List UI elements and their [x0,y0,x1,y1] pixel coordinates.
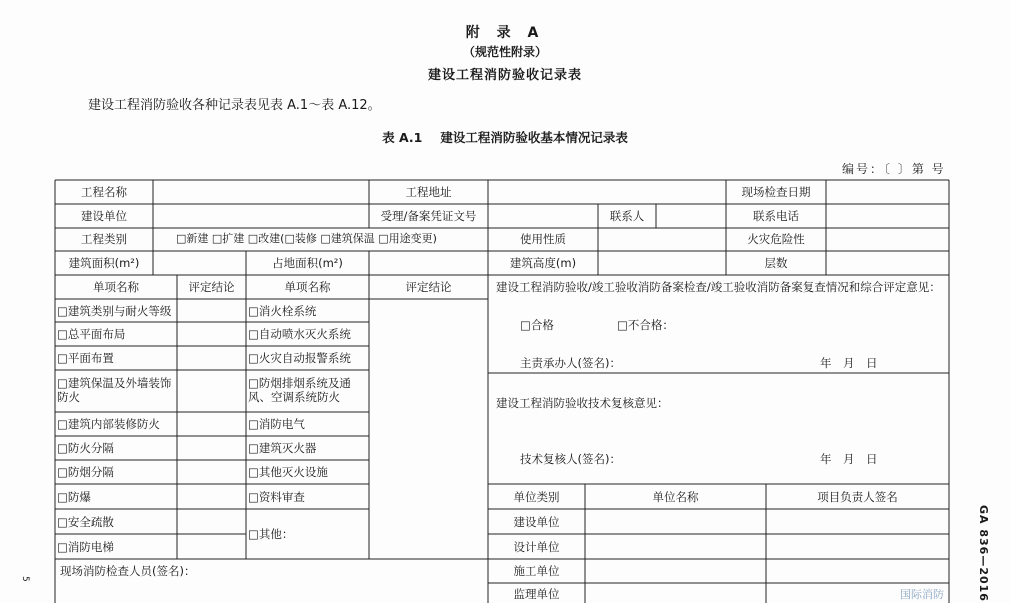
mid-item[interactable]: □资料审查 [248,490,305,504]
project-type-options[interactable]: □新建 □扩建 □改建(□装修 □建筑保温 □用途变更) [176,232,437,245]
left-item[interactable]: □平面布置 [57,351,114,365]
field-contact-phone[interactable] [826,205,948,227]
unit-row-label: 设计单位 [513,540,560,554]
field-building-height[interactable] [598,252,726,274]
mid-item[interactable]: □消防电气 [248,417,305,431]
left-item[interactable]: □消防电梯 [57,540,114,554]
field-construction-unit[interactable] [153,205,369,227]
units-header-category: 单位类别 [513,490,560,504]
header-conclusion-right: 评定结论 [405,280,452,294]
field-usage[interactable] [598,229,726,250]
label-building-height: 建筑高度(m) [509,256,577,270]
serial-number: 编号：〔 〕第 号 [842,162,946,176]
field-filing-doc-no[interactable] [488,205,598,227]
label-land-area: 占地面积(m²) [272,256,343,270]
undertaker-signature-label: 主责承办人(签名)： [520,356,621,370]
intro-text: 建设工程消防验收各种记录表见表 A.1～表 A.12。 [88,98,381,113]
field-building-area[interactable] [153,252,246,274]
field-inspection-date[interactable] [826,181,948,203]
label-project-address: 工程地址 [405,185,452,199]
appendix-title: 建设工程消防验收记录表 [427,68,582,83]
mid-item[interactable]: □其他灭火设施 [248,465,328,479]
unit-row-label: 监理单位 [513,587,560,601]
label-project-type: 工程类别 [81,232,127,246]
label-contact-person: 联系人 [609,209,645,223]
field-project-name[interactable] [153,181,369,203]
unit-row-label: 建设单位 [513,515,560,529]
left-item[interactable]: □建筑类别与耐火等级 [57,304,172,318]
left-item[interactable]: □防爆 [57,490,91,504]
inspectors-signature-label: 现场消防检查人员(签名)： [60,564,196,578]
label-project-name: 工程名称 [81,185,127,199]
label-filing-doc-no: 受理/备案凭证文号 [380,209,477,223]
mid-item[interactable]: □火灾自动报警系统 [248,351,351,365]
opinion-pass-checkbox[interactable]: □合格 [520,318,554,332]
left-item[interactable]: □防烟分隔 [57,465,114,479]
field-contact-person[interactable] [656,205,726,227]
units-header-name: 单位名称 [652,490,699,504]
reviewer-date: 年 月 日 [820,452,878,466]
table-number: 表 A.1 [382,130,423,145]
left-item[interactable]: □建筑内部装修防火 [57,417,160,431]
label-usage: 使用性质 [520,232,566,246]
appendix-note: （规范性附录） [462,45,547,59]
label-floors: 层数 [764,256,788,270]
mid-item[interactable]: □建筑灭火器 [248,441,317,455]
left-item[interactable]: □安全疏散 [57,515,114,529]
label-fire-risk: 火灾危险性 [747,232,805,246]
mid-item[interactable]: □防烟排烟系统及通风、空调系统防火 [248,376,351,404]
mid-item[interactable]: □自动喷水灭火系统 [248,327,351,341]
left-item[interactable]: □总平面布局 [57,327,126,341]
undertaker-date: 年 月 日 [820,356,878,370]
header-item-name-right: 单项名称 [284,280,331,294]
mid-item[interactable]: □消火栓系统 [248,304,317,318]
left-item[interactable]: □防火分隔 [57,441,114,455]
field-project-address[interactable] [488,181,726,203]
unit-row-label: 施工单位 [513,564,560,578]
opinion-heading: 建设工程消防验收/竣工验收消防备案检查/竣工验收消防备案复查情况和综合评定意见： [496,280,941,294]
units-header-signature: 项目负责人签名 [817,490,898,504]
label-inspection-date: 现场检查日期 [741,185,811,199]
left-item[interactable]: □建筑保温及外墙装饰防火 [57,376,172,404]
standard-number: GA 836—2016 [977,505,990,602]
opinion-fail-checkbox[interactable]: □不合格： [617,318,674,332]
reviewer-signature-label: 技术复核人(签名)： [520,452,621,466]
watermark: 国际消防 [900,588,944,601]
header-conclusion-left: 评定结论 [188,280,235,294]
field-floors[interactable] [826,252,948,274]
label-contact-phone: 联系电话 [753,209,799,223]
appendix-heading: 附 录 A [465,25,545,41]
mid-item[interactable]: □其他： [248,527,294,541]
header-item-name-left: 单项名称 [93,280,139,294]
page-number: 5 [20,576,30,582]
table-title [0,128,1010,146]
table-name: 建设工程消防验收基本情况记录表 [440,130,628,145]
review-heading: 建设工程消防验收技术复核意见： [496,396,669,410]
label-building-area: 建筑面积(m²) [68,256,140,270]
label-construction-unit: 建设单位 [81,209,127,223]
field-fire-risk[interactable] [826,229,948,250]
field-land-area[interactable] [369,252,488,274]
